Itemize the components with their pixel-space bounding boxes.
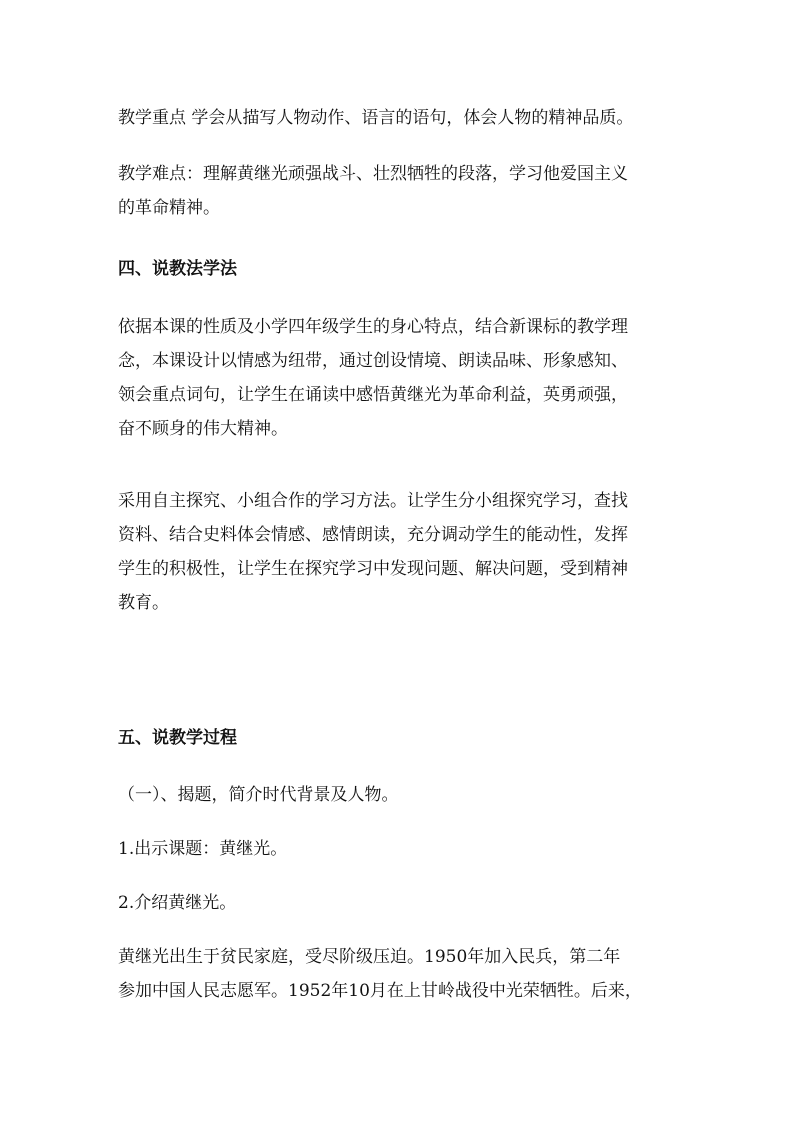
text-line: 学生的积极性，让学生在探究学习中发现问题、解决问题，受到精神 <box>118 559 628 579</box>
text-line: 黄继光出生于贫民家庭，受尽阶级压迫。1950年加入民兵，第二年 <box>118 947 621 967</box>
section-heading-teaching-methods <box>118 252 688 286</box>
step-one-heading <box>118 778 688 812</box>
section-heading-teaching-process <box>118 721 688 755</box>
text-line: （一）、揭题，简介时代背景及人物。 <box>118 785 399 805</box>
text-line: 1.出示课题：黄继光。 <box>118 839 288 859</box>
list-item-show-title <box>118 832 688 866</box>
text-line: 教学难点：理解黄继光顽强战斗、壮烈牺牲的段落，学习他爱国主义 <box>118 164 628 184</box>
list-item-introduce <box>118 886 688 920</box>
text-line: 的革命精神。 <box>118 198 220 218</box>
heading-text: 五、说教学过程 <box>118 728 237 748</box>
text-line: 资料、结合史料体会情感、感情朗读，充分调动学生的能动性，发挥 <box>118 525 628 545</box>
text-line: 参加中国人民志愿军。1952年10月在上甘岭战役中光荣牺牲。后来， <box>118 981 642 1001</box>
teaching-difficulty-paragraph <box>118 157 688 225</box>
learning-methods-paragraph <box>118 484 688 620</box>
text-line: 教育。 <box>118 593 169 613</box>
biography-paragraph <box>118 940 688 1008</box>
heading-text: 四、说教法学法 <box>118 259 237 279</box>
text-line: 依据本课的性质及小学四年级学生的身心特点，结合新课标的教学理 <box>118 317 628 337</box>
text-line: 念，本课设计以情感为纽带，通过创设情境、朗读品味、形象感知、 <box>118 351 628 371</box>
text-line: 奋不顾身的伟大精神。 <box>118 419 288 439</box>
text-line: 领会重点词句，让学生在诵读中感悟黄继光为革命利益，英勇顽强， <box>118 385 628 405</box>
text-line: 2.介绍黄继光。 <box>118 893 237 913</box>
text-line: 采用自主探究、小组合作的学习方法。让学生分小组探究学习，查找 <box>118 491 628 511</box>
text-line: 教学重点 学会从描写人物动作、语言的语句，体会人物的精神品质。 <box>118 108 634 128</box>
teaching-methods-paragraph <box>118 310 688 446</box>
teaching-focus-paragraph <box>118 101 688 135</box>
